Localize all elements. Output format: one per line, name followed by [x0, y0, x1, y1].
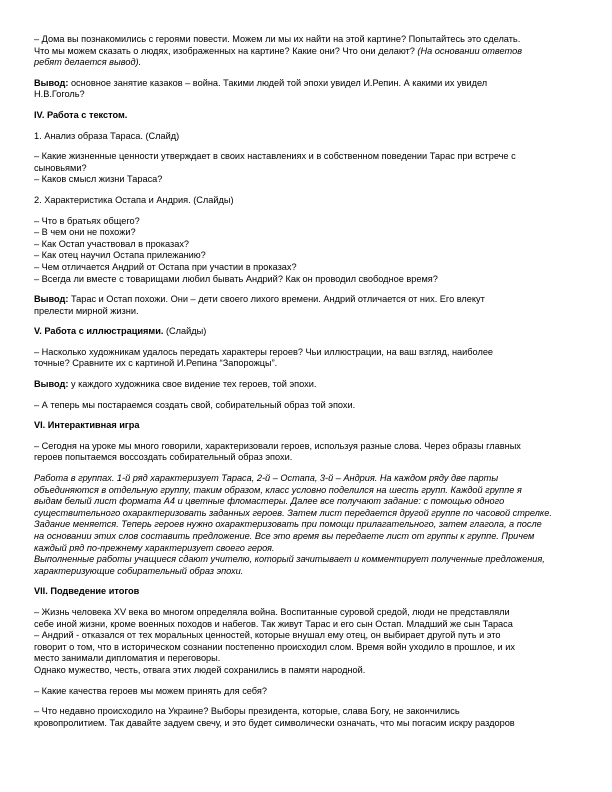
text-line: Выполненные работы учащиеся сдают учителю, который зачитывает и комментирует полученные предложения,: [34, 554, 545, 565]
text-line: Работа в группах. 1-й ряд характеризует Тараса, 2-й – Остапа, 3-й – Андрия. На каждом ряду две парты: [34, 473, 499, 484]
paragraph-conclusion-3: [34, 379, 582, 391]
text-line: объединяются в отдельную группу, таким образом, класс условно поделился на шесть групп. Каждой группе я: [34, 484, 522, 495]
text-line: – Какие жизненные ценности утверждает в своих наставлениях и в собственном поведении Тарас при встрече с: [34, 151, 516, 162]
text-line: героев попытаемся воссоздать собирательный образ эпохи.: [34, 452, 293, 463]
text-line: существительного охарактеризовать заданных героев. Затем лист передается другой группе по часовой стрелке.: [34, 507, 552, 518]
text-line: говорит о том, что в историческом сознании постепенно происходил слом. Время войн уходило в прошлое, и их: [34, 641, 515, 652]
paragraph-taras-analysis: 1. Анализ образа Тараса. (Слайд): [34, 130, 180, 141]
paragraph-brothers-heading: 2. Характеристика Остапа и Андрия. (Слайды): [34, 194, 234, 205]
paragraph-conclusion-2: [34, 294, 582, 317]
section-heading-6: VI. Интерактивная игра: [34, 420, 140, 431]
paragraph-conclusion-1: [34, 78, 582, 101]
text-span: у каждого художника свое видение тех героев, той эпохи.: [68, 379, 317, 390]
text-span: Что мы можем сказать о людях, изображенных на картине? Какие они? Что они делают?: [34, 45, 415, 56]
text-line: выдам белый лист формата А4 и цветные фломастеры. Далее все получают задание: с помощью одного: [34, 496, 505, 507]
text-line: сыновьями?: [34, 162, 87, 173]
heading-bold: V. Работа с иллюстрациями.: [34, 326, 164, 337]
text-line: каждый ряд по-прежнему характеризует своего героя.: [34, 542, 275, 553]
text-span: Тарас и Остап похожи. Они – дети своего лихого времени. Андрий отличается от них. Его влекут: [68, 294, 485, 305]
text-line: себе иной жизни, кроме военных походов и набегов. Так живут Тарас и его сын Остап. Младший же сын Тараса: [34, 618, 513, 629]
italic-note: ребят делается вывод).: [34, 57, 142, 68]
conclusion-label: Вывод:: [34, 77, 69, 88]
text-span: основное занятие казаков – война. Такими людей той эпохи увидел И.Репин. А какими их увидел: [68, 77, 488, 88]
italic-note: (На основании ответов: [414, 45, 522, 56]
paragraph-ukraine: [34, 706, 582, 729]
text-line: – Чем отличается Андрий от Остапа при участии в проказах?: [34, 261, 297, 272]
text-line: – Всегда ли вместе с товарищами любил бывать Андрий? Как он проводил свободное время?: [34, 273, 438, 284]
text-line: – Как Остап участвовал в проказах?: [34, 238, 190, 249]
text-line: – Что недавно происходило на Украине? Выборы президента, которые, слава Богу, не закончились: [34, 706, 460, 717]
text-line: – Андрий - отказался от тех моральных ценностей, которые внушал ему отец, он выбирает другой путь и это: [34, 630, 501, 641]
paragraph-brothers-questions: [34, 216, 582, 286]
text-line: [34, 46, 582, 58]
text-line: прелести мирной жизни.: [34, 305, 139, 316]
text-line: – Насколько художникам удалось передать характеры героев? Чьи иллюстрации, на ваш взгляд, наиболее: [34, 346, 494, 357]
section-heading-5: [34, 326, 582, 338]
conclusion-label: Вывод:: [34, 294, 69, 305]
text-line: Задание меняется. Теперь героев нужно охарактеризовать при помощи прилагательного, затем глагола, а после: [34, 519, 542, 530]
text-line: Н.В.Гоголь?: [34, 89, 85, 100]
paragraph-taras-questions: [34, 151, 582, 186]
text-line: [34, 294, 582, 306]
text-line: – Каков смысл жизни Тараса?: [34, 174, 163, 185]
conclusion-label: Вывод:: [34, 379, 69, 390]
text-line: – В чем они не похожи?: [34, 227, 136, 238]
paragraph-group-work: [34, 473, 582, 577]
paragraph-game-intro: [34, 441, 582, 464]
paragraph-qualities-question: – Какие качества героев мы можем принять для себя?: [34, 685, 267, 696]
text-line: характеризующие собирательный образ эпохи.: [34, 565, 244, 576]
section-heading-4: IV. Работа с текстом.: [34, 109, 128, 120]
heading-suffix: (Слайды): [163, 326, 207, 337]
text-line: на основании этих слов составить предложение. Все это время вы передаете лист от группы к группе. Причем: [34, 531, 535, 541]
paragraph-summary: [34, 607, 582, 677]
text-line: – Сегодня на уроке мы много говорили, характеризовали героев, используя разные слова. Через образы главных: [34, 440, 521, 451]
text-line: – Что в братьях общего?: [34, 215, 140, 226]
paragraph-collective-image: – А теперь мы постараемся создать свой, собирательный образ той эпохи.: [34, 399, 356, 410]
text-line: место занимали дипломатия и переговоры.: [34, 653, 221, 664]
text-line: – Дома вы познакомились с героями повести. Можем ли мы их найти на этой картине? Попытайтесь это сделать.: [34, 34, 521, 44]
text-line: [34, 78, 582, 90]
section-heading-7: VII. Подведение итогов: [34, 586, 140, 597]
paragraph-illustrations: [34, 347, 582, 370]
text-line: – Как отец научил Остапа прилежанию?: [34, 250, 206, 261]
paragraph-intro-questions: [34, 34, 582, 69]
text-line: – Жизнь человека XV века во многом определяла война. Воспитанные суровой средой, люди не представляли: [34, 606, 510, 617]
text-line: кровопролитием. Так давайте задуем свечу, и это будет символически означать, что мы погасим искру раздоров: [34, 717, 515, 728]
text-line: Однако мужество, честь, отвага этих людей сохранились в памяти народной.: [34, 664, 366, 675]
text-line: точные? Сравните их с картиной И.Репина “Запорожцы”.: [34, 358, 278, 369]
